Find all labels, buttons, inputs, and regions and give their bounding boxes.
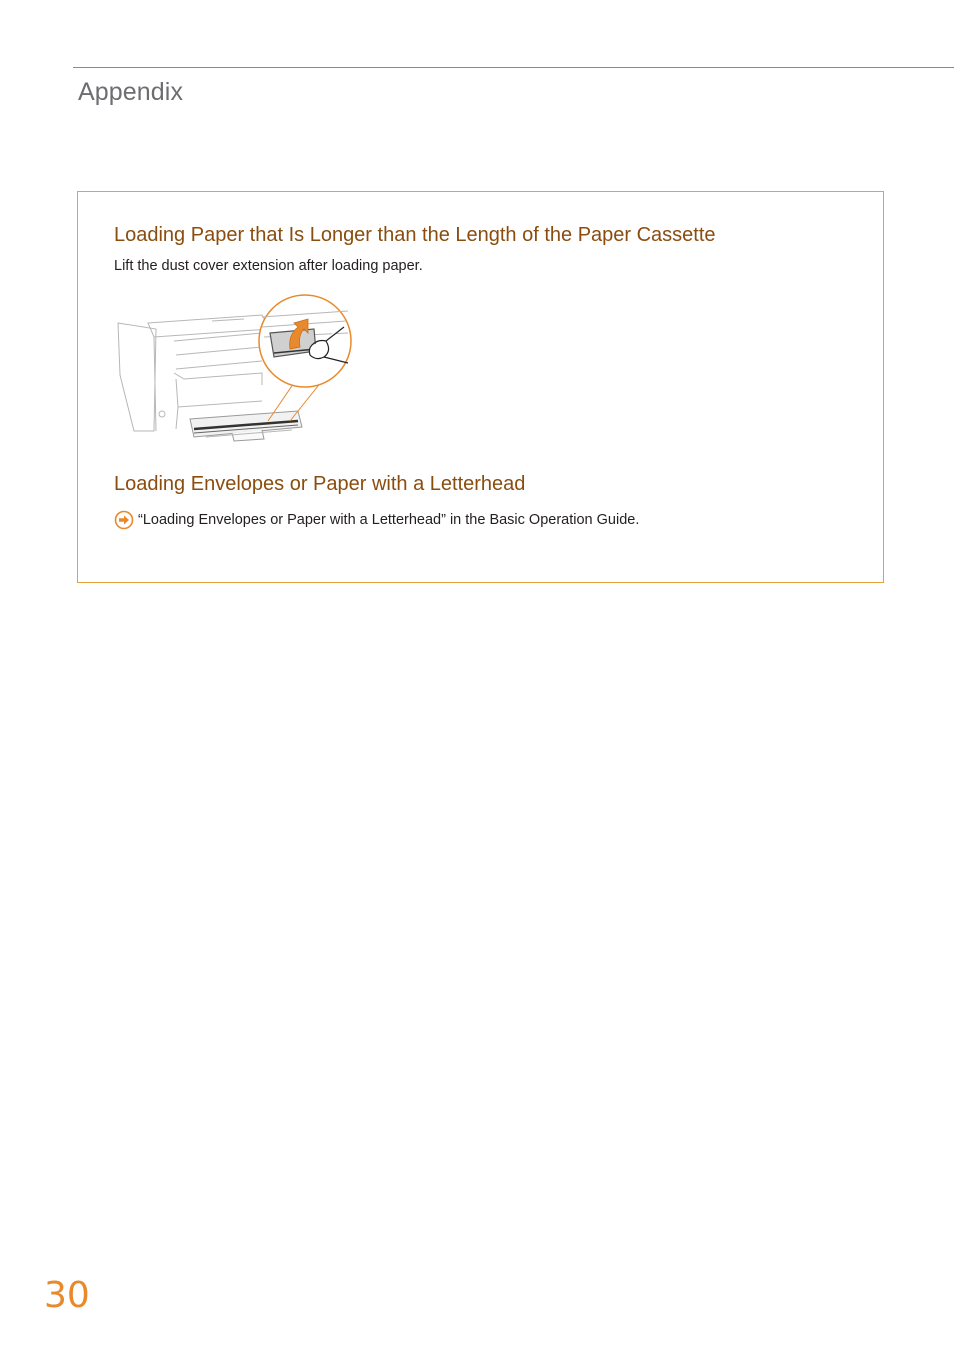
heading-long-paper: Loading Paper that Is Longer than the Length of the Paper Cassette (114, 224, 716, 246)
arrow-right-circle-icon (114, 510, 134, 530)
printer-illustration (112, 289, 357, 449)
page-number: 30 (44, 1275, 90, 1316)
reference-text: “Loading Envelopes or Paper with a Letterhead” in the Basic Operation Guide. (138, 512, 640, 528)
header-rule (73, 67, 954, 68)
instruction-text: Lift the dust cover extension after loading paper. (114, 258, 423, 274)
heading-envelopes: Loading Envelopes or Paper with a Letterhead (114, 473, 526, 495)
note-box (77, 191, 884, 583)
section-title: Appendix (78, 78, 184, 106)
reference-link[interactable] (114, 510, 639, 530)
